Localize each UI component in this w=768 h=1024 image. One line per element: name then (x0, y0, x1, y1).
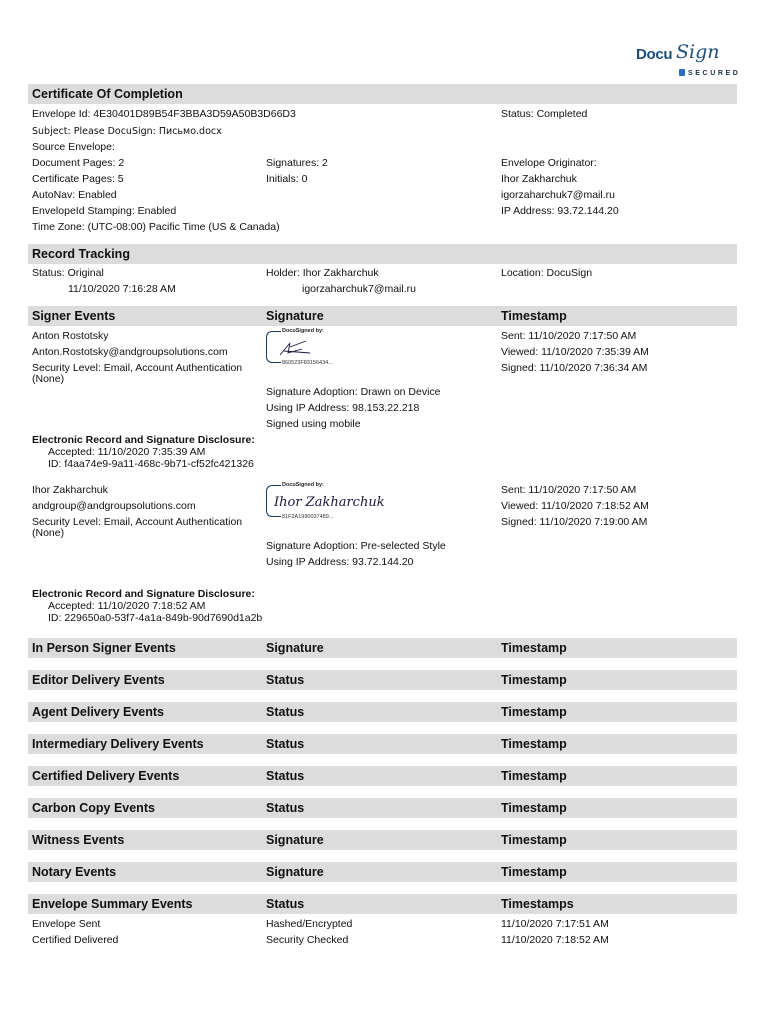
section-title: Intermediary Delivery Events (32, 737, 204, 751)
logo-docu-text: Docu (636, 46, 673, 63)
originator-ip: IP Address: 93.72.144.20 (501, 205, 619, 217)
section-col3: Timestamp (501, 801, 567, 815)
signer-events-col-timestamp: Timestamp (501, 309, 567, 323)
signature-docusigned-label: DocuSigned by: (282, 482, 324, 488)
record-date: 11/10/2020 7:16:28 AM (68, 283, 176, 295)
drawn-signature-scribble (276, 337, 316, 359)
source-envelope: Source Envelope: (32, 141, 115, 153)
initials-count: Initials: 0 (266, 173, 308, 185)
logo-sign-text: Sign (676, 41, 720, 63)
autonav: AutoNav: Enabled (32, 189, 117, 201)
signer-name: Ihor Zakharchuk (32, 484, 108, 496)
sent-timestamp: Sent: 11/10/2020 7:17:50 AM (501, 484, 637, 496)
record-status: Status: Original (32, 267, 104, 279)
section-col2: Signature (266, 865, 324, 879)
disclosure-id: ID: f4aa74e9-9a11-468c-9b71-cf52fc421326 (48, 458, 254, 470)
signer-email: Anton.Rostotsky@andgroupsolutions.com (32, 346, 228, 358)
disclosure-title: Electronic Record and Signature Disclosure: (32, 434, 255, 446)
section-title: Carbon Copy Events (32, 801, 155, 815)
section-title: Editor Delivery Events (32, 673, 165, 687)
notary-events-header (28, 862, 737, 882)
signed-timestamp: Signed: 11/10/2020 7:36:34 AM (501, 362, 648, 374)
section-col3: Timestamp (501, 705, 567, 719)
signer-events-col-signature: Signature (266, 309, 324, 323)
envelope-summary-events-header (28, 894, 737, 914)
summary-event: Envelope Sent (32, 918, 101, 930)
section-title: Witness Events (32, 833, 125, 847)
viewed-timestamp: Viewed: 11/10/2020 7:35:39 AM (501, 346, 649, 358)
section-col3: Timestamp (501, 769, 567, 783)
signer-email: andgroup@andgroupsolutions.com (32, 500, 196, 512)
completion-title: Certificate Of Completion (32, 87, 183, 101)
record-holder: Holder: Ihor Zakharchuk (266, 267, 379, 279)
disclosure-accepted: Accepted: 11/10/2020 7:35:39 AM (48, 446, 206, 458)
lock-icon (679, 69, 685, 76)
signer-events-title: Signer Events (32, 309, 116, 323)
signer-name: Anton Rostotsky (32, 330, 109, 342)
editor-delivery-events-header (28, 670, 737, 690)
section-title: Agent Delivery Events (32, 705, 164, 719)
disclosure-accepted: Accepted: 11/10/2020 7:18:52 AM (48, 600, 206, 612)
certified-delivery-events-header (28, 766, 737, 786)
signer-security-none: (None) (32, 527, 65, 539)
signer-events-header (28, 306, 737, 326)
section-col2: Signature (266, 641, 324, 655)
signed-timestamp: Signed: 11/10/2020 7:19:00 AM (501, 516, 648, 528)
signature-image (266, 482, 385, 521)
sent-timestamp: Sent: 11/10/2020 7:17:50 AM (501, 330, 637, 342)
section-title: Notary Events (32, 865, 117, 879)
summary-title: Envelope Summary Events (32, 897, 193, 911)
signature-adoption: Signature Adoption: Pre-selected Style (266, 540, 446, 552)
section-col2: Status (266, 801, 305, 815)
section-col2: Signature (266, 833, 324, 847)
logo-secured-text: SECURED (688, 70, 741, 77)
record-location: Location: DocuSign (501, 267, 593, 279)
carbon-copy-events-header (28, 798, 737, 818)
section-col3: Timestamp (501, 641, 567, 655)
signature-script-name: Ihor Zakharchuk (274, 495, 385, 510)
summary-status: Security Checked (266, 934, 349, 946)
section-col3: Timestamp (501, 673, 567, 687)
signer-security-level: Security Level: Email, Account Authentication (32, 516, 243, 528)
record-tracking-header (28, 244, 737, 264)
signature-adoption: Signature Adoption: Drawn on Device (266, 386, 441, 398)
summary-col-timestamps: Timestamps (501, 897, 574, 911)
envelope-id: Envelope Id: 4E30401D89B54F3BBA3D59A50B3D66D3 (32, 108, 296, 120)
section-col2: Status (266, 705, 305, 719)
certificate-pages: Certificate Pages: 5 (32, 173, 124, 185)
envelope-stamping: EnvelopeId Stamping: Enabled (32, 205, 177, 217)
record-tracking-title: Record Tracking (32, 247, 130, 261)
intermediary-delivery-events-header (28, 734, 737, 754)
record-holder-email: igorzaharchuk7@mail.ru (302, 283, 416, 295)
originator-label: Envelope Originator: (501, 157, 597, 169)
signatures-count: Signatures: 2 (266, 157, 328, 169)
agent-delivery-events-header (28, 702, 737, 722)
signer-security-none: (None) (32, 373, 65, 385)
signature-id: 860523F83156434... (282, 360, 333, 366)
summary-status: Hashed/Encrypted (266, 918, 353, 930)
section-col2: Status (266, 737, 305, 751)
summary-event: Certified Delivered (32, 934, 119, 946)
envelope-status: Status: Completed (501, 108, 588, 120)
section-title: In Person Signer Events (32, 641, 176, 655)
document-pages: Document Pages: 2 (32, 157, 125, 169)
signature-docusigned-label: DocuSigned by: (282, 328, 324, 334)
originator-email: igorzaharchuk7@mail.ru (501, 189, 615, 201)
viewed-timestamp: Viewed: 11/10/2020 7:18:52 AM (501, 500, 649, 512)
summary-time: 11/10/2020 7:18:52 AM (501, 934, 609, 946)
section-title: Certified Delivery Events (32, 769, 180, 783)
section-col2: Status (266, 769, 305, 783)
originator-name: Ihor Zakharchuk (501, 173, 577, 185)
signature-image (266, 328, 358, 367)
witness-events-header (28, 830, 737, 850)
signer-security-level: Security Level: Email, Account Authentication (32, 362, 243, 374)
summary-time: 11/10/2020 7:17:51 AM (501, 918, 609, 930)
signer-ip: Using IP Address: 93.72.144.20 (266, 556, 414, 568)
signature-id: 81F2A1990037489... (282, 514, 334, 520)
signed-using-mobile: Signed using mobile (266, 418, 361, 430)
envelope-subject: Subject: Please DocuSign: Письмо.docx (32, 126, 222, 137)
in-person-signer-events-header (28, 638, 737, 658)
summary-col-status: Status (266, 897, 305, 911)
completion-header (28, 84, 737, 104)
section-col2: Status (266, 673, 305, 687)
section-col3: Timestamp (501, 833, 567, 847)
disclosure-title: Electronic Record and Signature Disclosure: (32, 588, 255, 600)
signer-ip: Using IP Address: 98.153.22.218 (266, 402, 420, 414)
time-zone: Time Zone: (UTC-08:00) Pacific Time (US & Canada) (32, 221, 280, 233)
disclosure-id: ID: 229650a0-53f7-4a1a-849b-90d7690d1a2b (48, 612, 263, 624)
section-col3: Timestamp (501, 865, 567, 879)
section-col3: Timestamp (501, 737, 567, 751)
